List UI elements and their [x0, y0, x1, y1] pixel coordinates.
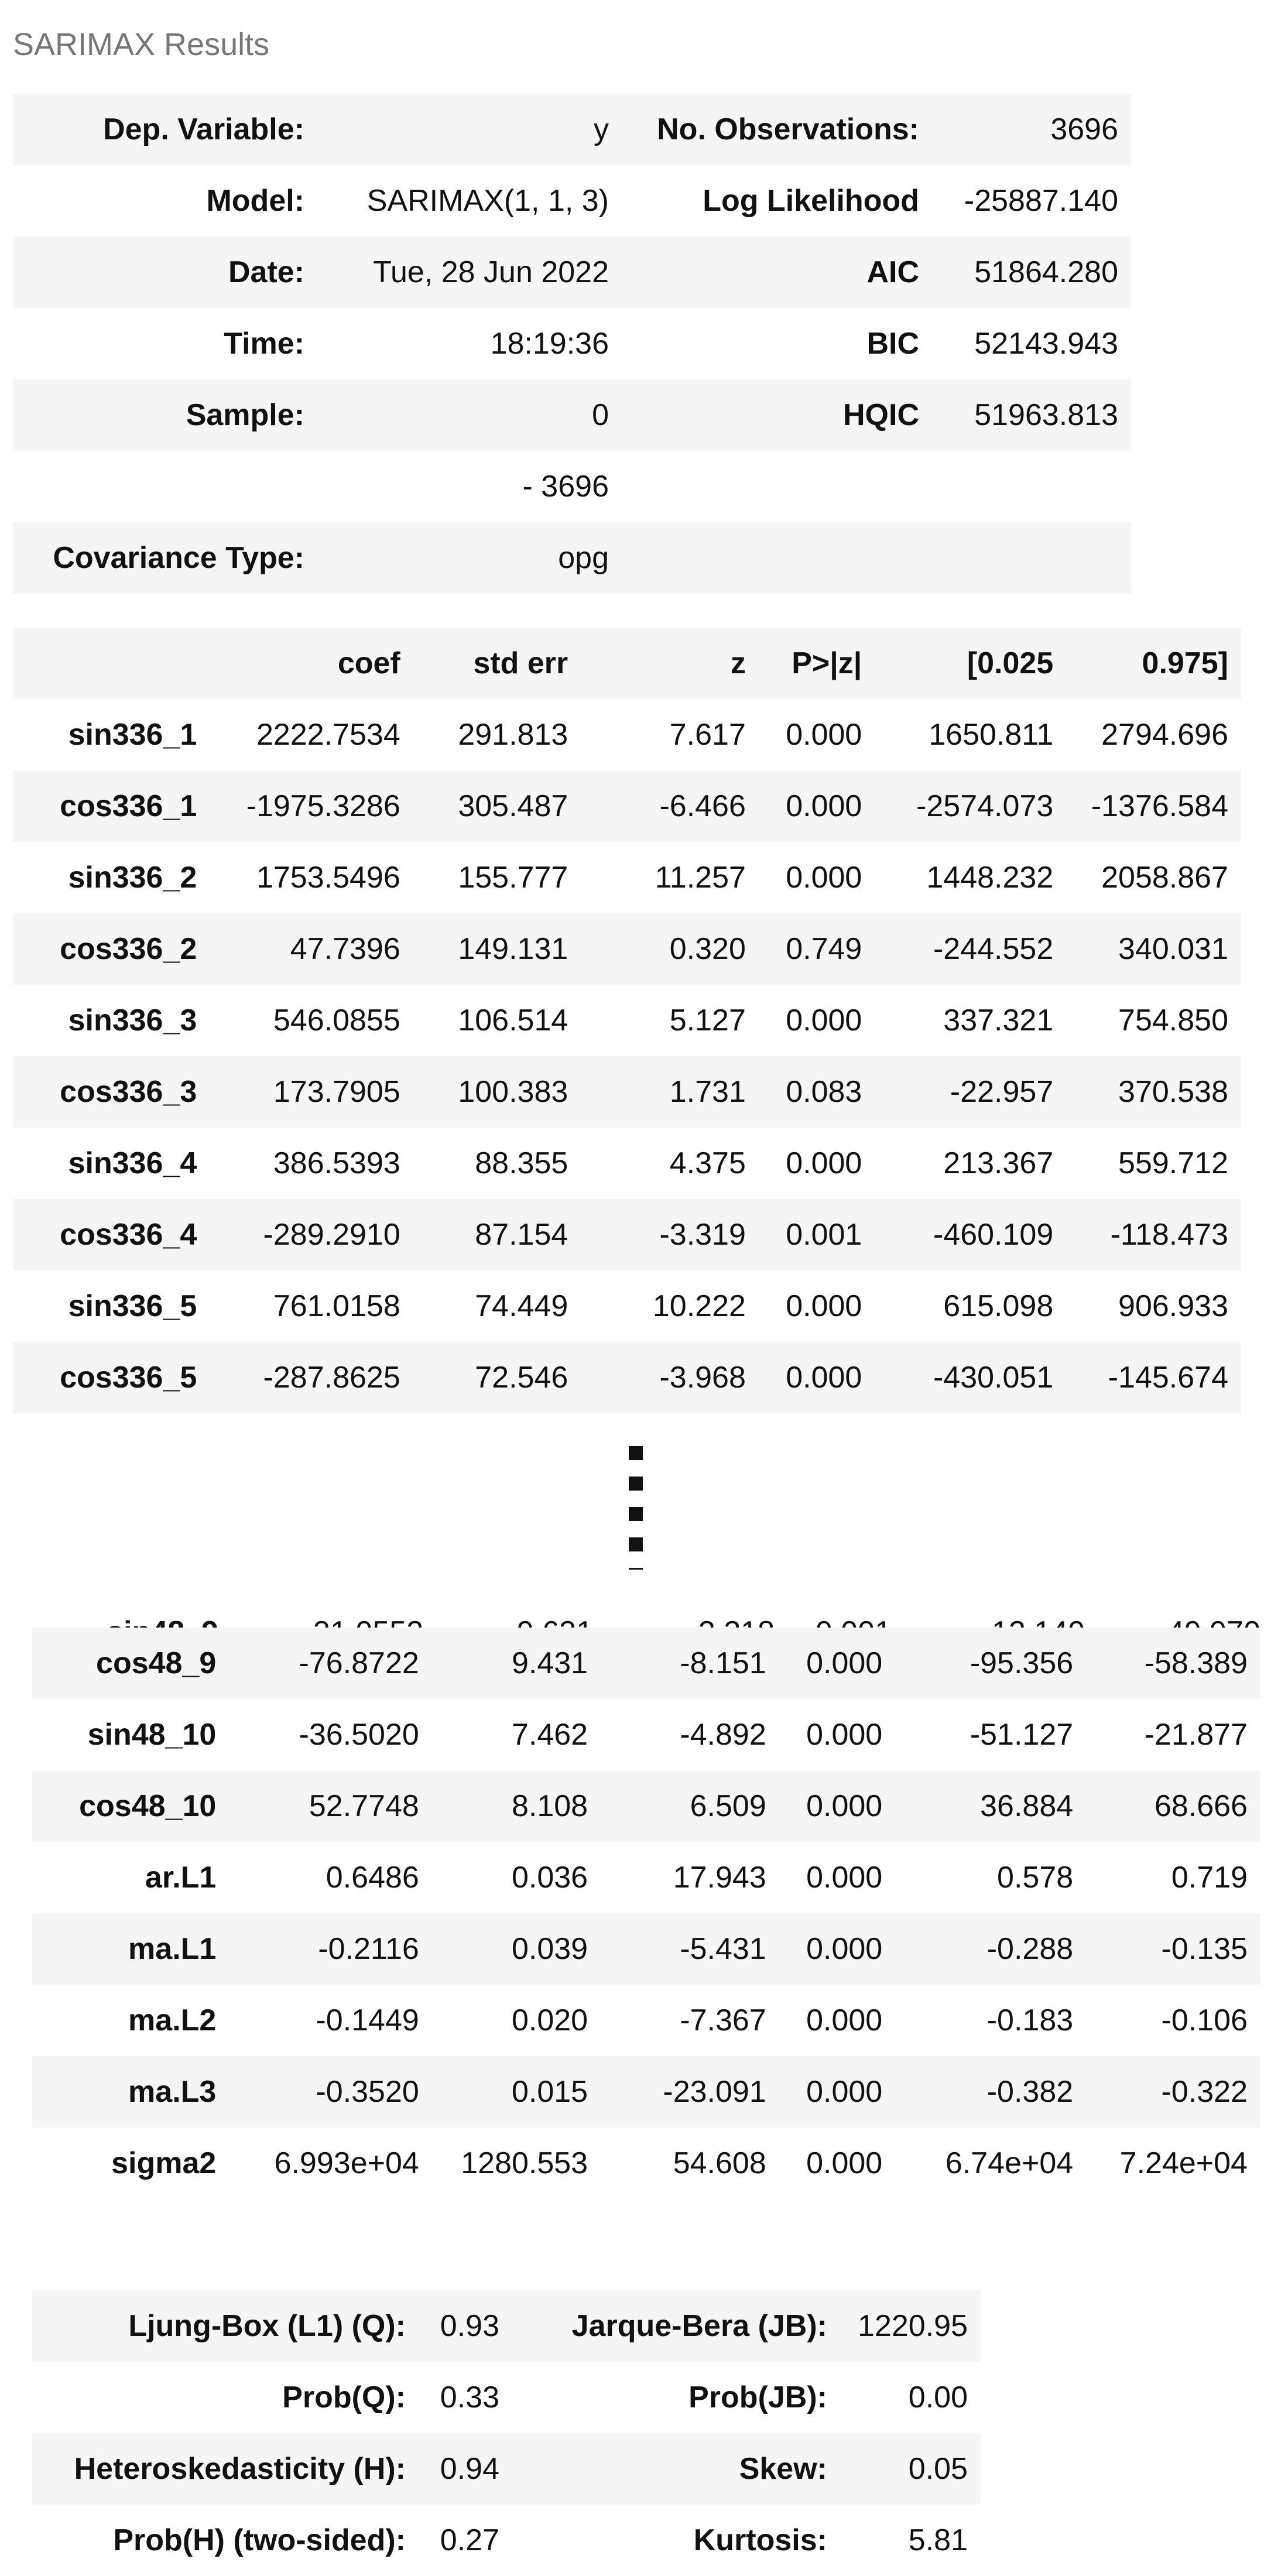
coefficient-value: -145.674	[1108, 1361, 1228, 1395]
column-header: std err	[473, 646, 568, 680]
coefficient-value: 754.850	[1118, 1003, 1228, 1037]
coefficient-value: -3.319	[659, 1218, 746, 1252]
coefficient-row	[13, 1342, 1241, 1413]
coefficient-value: -1376.584	[1091, 789, 1228, 823]
coefficient-value: 7.462	[511, 1718, 588, 1752]
parameter-name: sin336_5	[68, 1289, 197, 1323]
info-label: Sample:	[186, 398, 304, 432]
info-label: Date:	[228, 255, 304, 289]
parameter-name: ma.L2	[128, 2003, 217, 2037]
coefficient-value: 31.0552	[313, 1615, 423, 1649]
coefficient-table-top	[13, 628, 1241, 1413]
diagnostic-value: 0.33	[440, 2380, 499, 2414]
coefficient-value: 0.039	[511, 1932, 588, 1966]
diagnostic-value: 0.93	[440, 2309, 499, 2343]
coefficient-row	[13, 1056, 1241, 1128]
coefficient-value: 6.74e+04	[945, 2146, 1074, 2180]
parameter-name: sin336_4	[68, 1146, 197, 1180]
info-value: y	[594, 112, 609, 146]
coefficient-value: 0.000	[786, 861, 862, 895]
coefficient-value: -460.109	[933, 1218, 1054, 1252]
coefficient-value: 87.154	[475, 1218, 568, 1252]
coefficient-value: 0.749	[786, 932, 862, 966]
coefficient-row	[13, 1199, 1241, 1270]
coefficient-value: 5.127	[669, 1003, 746, 1037]
coefficient-value: 106.514	[458, 1003, 568, 1037]
coefficient-value: 11.257	[655, 861, 746, 895]
coefficient-value: -0.382	[986, 2075, 1074, 2109]
info-label	[622, 522, 932, 594]
coefficient-row	[32, 1913, 1260, 1985]
coefficient-value: 49.970	[1167, 1615, 1260, 1649]
diagnostics-table	[32, 2290, 981, 2576]
parameter-name: cos336_3	[60, 1075, 197, 1109]
coefficient-row	[32, 1842, 1260, 1913]
coefficient-value: 149.131	[458, 932, 568, 966]
coefficient-value: 615.098	[943, 1289, 1054, 1323]
info-value: 0	[592, 398, 609, 432]
coefficient-value: 291.813	[458, 718, 568, 752]
parameter-name: cos336_2	[60, 932, 197, 966]
info-row	[13, 308, 1131, 379]
info-value	[932, 522, 1131, 594]
diagnostic-label: Prob(H) (two-sided):	[113, 2523, 406, 2557]
diagnostics-row	[32, 2290, 981, 2362]
coefficient-value: -0.135	[1161, 1932, 1248, 1966]
coefficient-value: 0.000	[786, 1003, 862, 1037]
parameter-name: sin336_3	[68, 1003, 197, 1037]
coefficient-row	[32, 2056, 1260, 2128]
coefficient-value: -1975.3286	[246, 789, 400, 823]
coefficient-value: 906.933	[1118, 1289, 1228, 1323]
coefficient-value: 0.000	[786, 1146, 862, 1180]
coefficient-value: -4.892	[680, 1718, 766, 1752]
coefficient-row	[13, 1270, 1241, 1342]
coefficient-value: 213.367	[943, 1146, 1054, 1180]
column-header: z	[730, 646, 746, 680]
info-label	[622, 451, 932, 522]
coefficient-value: 8.108	[511, 1789, 588, 1823]
coefficient-value: 100.383	[458, 1075, 568, 1109]
coefficient-value: 0.020	[511, 2003, 588, 2037]
info-value: 52143.943	[974, 327, 1118, 361]
diagnostic-value: 5.81	[908, 2523, 968, 2557]
parameter-name: cos336_1	[60, 789, 197, 823]
coefficient-value: 0.001	[815, 1615, 892, 1649]
coefficient-value: 0.000	[806, 1646, 883, 1680]
coefficient-row	[13, 985, 1241, 1056]
coefficient-value: 72.546	[475, 1361, 568, 1395]
info-label: No. Observations:	[657, 112, 919, 146]
diagnostic-value: 0.00	[908, 2380, 968, 2414]
coefficient-value: 3.218	[698, 1615, 775, 1649]
parameter-name: cos48_9	[96, 1646, 217, 1680]
coefficient-value: 559.712	[1118, 1146, 1228, 1180]
column-header: P>|z|	[792, 646, 862, 680]
coefficient-value: 2222.7534	[256, 718, 400, 752]
coefficient-row	[32, 1628, 1260, 1699]
info-value: 51864.280	[974, 255, 1118, 289]
parameter-name: cos336_5	[60, 1361, 197, 1395]
diagnostic-label: Prob(JB):	[688, 2380, 827, 2414]
info-row	[13, 165, 1131, 237]
info-label: BIC	[866, 327, 919, 361]
coefficient-value: 54.608	[673, 2146, 766, 2180]
coefficient-value: 305.487	[458, 789, 568, 823]
info-label: HQIC	[843, 398, 919, 432]
coefficient-value: 0.000	[806, 2003, 883, 2037]
coefficient-value: 0.000	[786, 718, 862, 752]
diagnostic-value: 0.27	[440, 2523, 499, 2557]
column-header: [0.025	[967, 646, 1054, 680]
coefficient-value: 0.000	[806, 1861, 883, 1895]
parameter-name: sin336_1	[68, 718, 197, 752]
coefficient-value: -0.1449	[316, 2003, 419, 2037]
info-value: 18:19:36	[490, 327, 609, 361]
coefficient-table-bottom	[32, 1628, 1260, 2199]
diagnostic-label: Jarque-Bera (JB):	[571, 2309, 827, 2343]
coefficient-row	[32, 2128, 1260, 2199]
coefficient-value: -287.8625	[263, 1361, 400, 1395]
coefficient-value: -22.957	[950, 1075, 1054, 1109]
coefficient-value: 386.5393	[273, 1146, 400, 1180]
coefficient-value: 0.000	[806, 1718, 883, 1752]
coefficient-value: -58.389	[1144, 1646, 1248, 1680]
coefficient-value: 173.7905	[273, 1075, 400, 1109]
coefficient-value: -6.466	[659, 789, 746, 823]
coefficient-value: 4.375	[669, 1146, 746, 1180]
parameter-name: sigma2	[111, 2146, 217, 2180]
coefficient-value: 88.355	[475, 1146, 568, 1180]
coefficient-value: 0.320	[669, 932, 746, 966]
coefficient-value: 36.884	[980, 1789, 1074, 1823]
parameter-name: ar.L1	[145, 1861, 217, 1895]
coefficient-value: 12.140	[991, 1615, 1085, 1649]
info-value: Tue, 28 Jun 2022	[373, 255, 609, 289]
coefficient-value: 2058.867	[1101, 861, 1228, 895]
info-value: SARIMAX(1, 1, 3)	[366, 184, 609, 218]
diagnostics-row	[32, 2362, 981, 2433]
info-label: Model:	[206, 184, 304, 218]
diagnostic-value: 0.94	[440, 2452, 499, 2486]
coefficient-value: 0.000	[786, 1361, 862, 1395]
parameter-name: ma.L1	[128, 1932, 217, 1966]
column-header: 0.975]	[1142, 646, 1228, 680]
coefficient-value: 340.031	[1118, 932, 1228, 966]
info-value: - 3696	[522, 470, 609, 503]
coefficient-value: 0.000	[806, 1789, 883, 1823]
coefficient-value: 0.000	[806, 1932, 883, 1966]
parameter-name: sin48_9	[107, 1615, 218, 1649]
coefficient-value: 761.0158	[273, 1289, 400, 1323]
coefficient-value: 0.000	[806, 2075, 883, 2109]
coefficient-value: -5.431	[680, 1932, 766, 1966]
parameter-name: ma.L3	[128, 2075, 217, 2109]
coefficient-value: 7.24e+04	[1119, 2146, 1248, 2180]
coefficient-value: -0.288	[986, 1932, 1074, 1966]
info-label: Log Likelihood	[703, 184, 919, 218]
coefficient-value: 17.943	[673, 1861, 766, 1895]
coefficient-value: -36.5020	[299, 1718, 419, 1752]
coefficient-value: -244.552	[933, 932, 1054, 966]
info-value: 51963.813	[974, 398, 1118, 432]
coefficient-value: -0.2116	[318, 1932, 419, 1966]
coefficient-value: 0.083	[786, 1075, 862, 1109]
coefficient-value: 6.993e+04	[274, 2146, 419, 2180]
info-row	[13, 379, 1131, 451]
coefficient-value: -0.322	[1161, 2075, 1248, 2109]
coefficient-value: -430.051	[933, 1361, 1054, 1395]
diagnostic-label: Kurtosis:	[693, 2523, 827, 2557]
coefficient-row	[13, 842, 1241, 913]
coefficient-value: -76.8722	[299, 1646, 419, 1680]
info-label	[13, 451, 317, 522]
info-label: Dep. Variable:	[103, 112, 304, 146]
coefficient-value: 546.0855	[273, 1003, 400, 1037]
coefficient-row	[32, 1770, 1260, 1842]
diagnostic-value: 1220.95	[858, 2309, 968, 2343]
parameter-name: sin336_2	[68, 861, 197, 895]
parameter-name: cos336_4	[60, 1218, 197, 1252]
info-value: 3696	[1050, 112, 1118, 146]
coefficient-header-row	[13, 628, 1241, 699]
coefficient-value: 0.6486	[326, 1861, 419, 1895]
coefficient-value: 0.000	[786, 789, 862, 823]
coefficient-value: 10.222	[652, 1289, 746, 1323]
coefficient-value: 0.719	[1171, 1861, 1248, 1895]
coefficient-value: 1650.811	[929, 718, 1054, 752]
diagnostic-label: Prob(Q):	[282, 2380, 406, 2414]
coefficient-value: 1448.232	[926, 861, 1054, 895]
coefficient-value: 2794.696	[1101, 718, 1228, 752]
row-label-header	[13, 628, 210, 699]
info-row	[13, 451, 1131, 522]
coefficient-value: 9.431	[511, 1646, 588, 1680]
coefficient-row	[32, 1699, 1260, 1770]
coefficient-value: -0.106	[1161, 2003, 1248, 2037]
coefficient-value: -8.151	[680, 1646, 766, 1680]
parameter-name: sin48_10	[87, 1718, 217, 1752]
info-row	[13, 522, 1131, 594]
coefficient-value: -0.183	[986, 2003, 1074, 2037]
coefficient-value: -289.2910	[263, 1218, 400, 1252]
info-label: Covariance Type:	[53, 541, 304, 575]
coefficient-value: 47.7396	[290, 932, 400, 966]
coefficient-value: 7.617	[669, 718, 746, 752]
coefficient-row	[13, 699, 1241, 770]
coefficient-row	[32, 1985, 1260, 2056]
diagnostic-label: Skew:	[739, 2452, 827, 2486]
info-label: Time:	[224, 327, 304, 361]
coefficient-value: 52.7748	[309, 1789, 419, 1823]
coefficient-value: -7.367	[680, 2003, 766, 2037]
coefficient-value: 1753.5496	[256, 861, 400, 895]
info-value: opg	[558, 541, 609, 575]
info-label: AIC	[866, 255, 919, 289]
coefficient-value: 9.631	[516, 1615, 593, 1649]
info-value	[932, 451, 1131, 522]
coefficient-value: -51.127	[969, 1718, 1074, 1752]
info-row	[13, 94, 1131, 165]
coefficient-value: -21.877	[1144, 1718, 1248, 1752]
diagnostic-label: Ljung-Box (L1) (Q):	[128, 2309, 406, 2343]
coefficient-value: 155.777	[458, 861, 568, 895]
coefficient-value: 74.449	[475, 1289, 568, 1323]
coefficient-row	[13, 913, 1241, 985]
coefficient-value: 337.321	[943, 1003, 1054, 1037]
coefficient-row	[13, 770, 1241, 842]
coefficient-value: 0.015	[511, 2075, 588, 2109]
info-row	[13, 237, 1131, 308]
info-value: -25887.140	[964, 184, 1118, 218]
coefficient-value: 0.036	[511, 1861, 588, 1895]
diagnostic-value: 0.05	[908, 2452, 968, 2486]
coefficient-value: 0.000	[786, 1289, 862, 1323]
diagnostics-row	[32, 2433, 981, 2505]
coefficient-value: 370.538	[1118, 1075, 1228, 1109]
coefficient-value: -3.968	[659, 1361, 746, 1395]
coefficient-value: 1.731	[669, 1075, 746, 1109]
vertical-ellipsis-icon	[629, 1446, 643, 1598]
coefficient-value: -0.3520	[316, 2075, 419, 2109]
diagnostics-row	[32, 2505, 981, 2576]
coefficient-value: 0.001	[786, 1218, 862, 1252]
model-info-table	[13, 94, 1131, 594]
coefficient-value: -23.091	[663, 2075, 766, 2109]
diagnostic-label: Heteroskedasticity (H):	[74, 2452, 406, 2486]
coefficient-value: 0.000	[806, 2146, 883, 2180]
coefficient-value: -95.356	[969, 1646, 1074, 1680]
coefficient-value: 68.666	[1154, 1789, 1248, 1823]
coefficient-value: 6.509	[690, 1789, 766, 1823]
parameter-name: cos48_10	[79, 1789, 217, 1823]
coefficient-value: 1280.553	[461, 2146, 588, 2180]
coefficient-value: -118.473	[1110, 1218, 1228, 1252]
coefficient-value: 0.578	[997, 1861, 1074, 1895]
results-caption: SARIMAX Results	[13, 27, 270, 62]
coefficient-value: -2574.073	[916, 789, 1054, 823]
coefficient-row	[13, 1128, 1241, 1199]
column-header: coef	[337, 646, 400, 680]
